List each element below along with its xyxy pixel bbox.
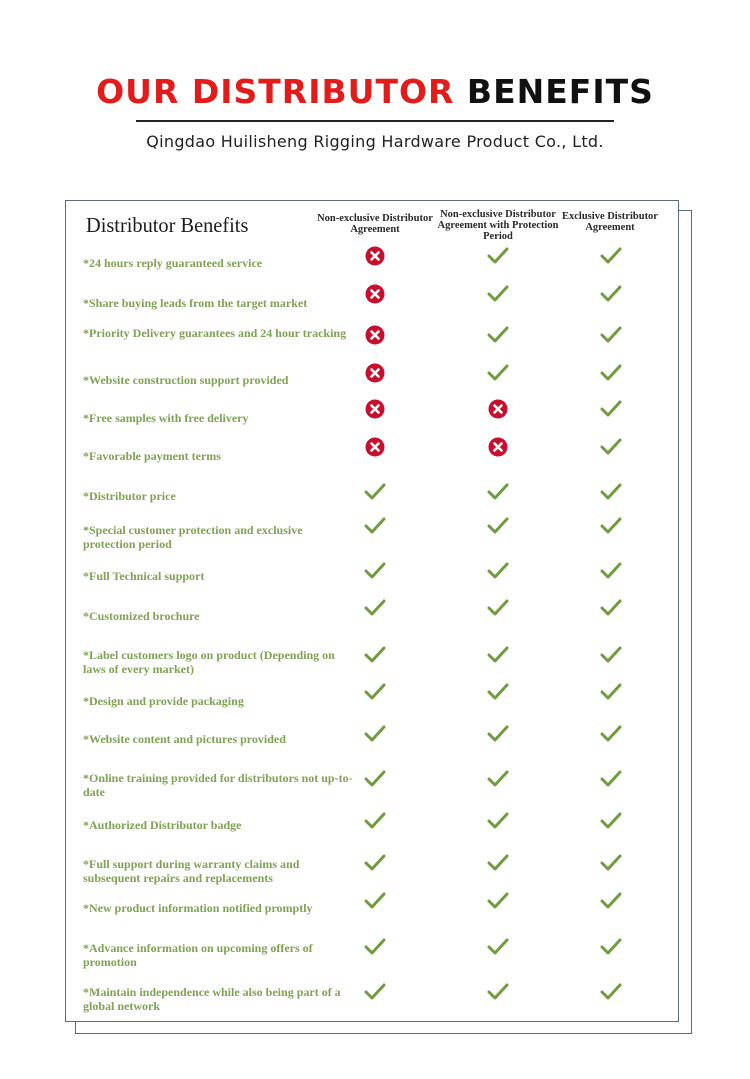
check-icon (600, 891, 622, 911)
check-icon (600, 399, 622, 419)
benefit-label: *Design and provide packaging (83, 694, 244, 708)
check-icon (364, 516, 386, 536)
check-icon (487, 363, 509, 383)
check-icon (364, 645, 386, 665)
benefit-label: *Full support during warranty claims and subsequent repairs and replacements (83, 857, 300, 885)
check-icon (600, 284, 622, 304)
check-icon (487, 482, 509, 502)
benefit-label: *Online training provided for distributors not up-to-date (83, 771, 353, 799)
cross-icon (364, 399, 386, 419)
check-icon (487, 284, 509, 304)
document-title: Distributor Benefits (86, 213, 249, 237)
check-icon (600, 811, 622, 831)
benefit-label: *Distributor price (83, 489, 176, 503)
check-icon (600, 561, 622, 581)
check-icon (600, 724, 622, 744)
cross-icon (364, 363, 386, 383)
check-icon (487, 598, 509, 618)
cross-icon (487, 399, 509, 419)
check-icon (600, 437, 622, 457)
check-icon (600, 598, 622, 618)
company-subtitle: Qingdao Huilisheng Rigging Hardware Product Co., Ltd. (146, 132, 604, 151)
check-icon (600, 645, 622, 665)
benefit-label: *Label customers logo on product (Depending on laws of every market) (83, 648, 335, 676)
check-icon (487, 246, 509, 266)
benefit-label: *Priority Delivery guarantees and 24 hour tracking (83, 326, 347, 340)
check-icon (487, 561, 509, 581)
check-icon (600, 982, 622, 1002)
check-icon (487, 811, 509, 831)
check-icon (600, 482, 622, 502)
check-icon (600, 325, 622, 345)
check-icon (364, 853, 386, 873)
check-icon (487, 937, 509, 957)
page-title (0, 72, 750, 111)
check-icon (364, 482, 386, 502)
check-icon (487, 853, 509, 873)
column-header-non-exclusive: Non-exclusive Distributor Agreement (317, 213, 433, 235)
title-underline (136, 120, 614, 122)
check-icon (600, 246, 622, 266)
cross-icon (364, 246, 386, 266)
check-icon (487, 325, 509, 345)
check-icon (364, 598, 386, 618)
benefit-label: *Full Technical support (83, 569, 205, 583)
check-icon (487, 516, 509, 536)
check-icon (487, 682, 509, 702)
benefit-label: *Website content and pictures provided (83, 732, 286, 746)
check-icon (600, 682, 622, 702)
benefit-label: *Website construction support provided (83, 373, 289, 387)
check-icon (600, 853, 622, 873)
benefit-label: *Special customer protection and exclusive protection period (83, 523, 303, 551)
column-header-exclusive: Exclusive Distributor Agreement (562, 211, 658, 233)
check-icon (487, 982, 509, 1002)
check-icon (487, 645, 509, 665)
benefit-label: *Authorized Distributor badge (83, 818, 242, 832)
check-icon (364, 769, 386, 789)
check-icon (364, 982, 386, 1002)
check-icon (364, 811, 386, 831)
check-icon (364, 561, 386, 581)
check-icon (364, 724, 386, 744)
benefit-label: *Maintain independence while also being part of a global network (83, 985, 341, 1013)
benefit-label: *Advance information on upcoming offers of promotion (83, 941, 313, 969)
cross-icon (364, 325, 386, 345)
check-icon (600, 363, 622, 383)
benefits-document (65, 200, 679, 1022)
check-icon (600, 516, 622, 536)
benefit-label: *Favorable payment terms (83, 449, 221, 463)
title-black-part: BENEFITS (466, 72, 654, 111)
check-icon (364, 937, 386, 957)
column-header-non-exclusive-protection: Non-exclusive Distributor Agreement with Protection Period (437, 209, 559, 242)
title-red-part: OUR DISTRIBUTOR (96, 72, 455, 111)
check-icon (364, 682, 386, 702)
cross-icon (364, 284, 386, 304)
benefit-label: *Free samples with free delivery (83, 411, 249, 425)
check-icon (364, 891, 386, 911)
benefit-label: *Share buying leads from the target market (83, 296, 308, 310)
benefit-label: *Customized brochure (83, 609, 200, 623)
cross-icon (364, 437, 386, 457)
benefit-label: *24 hours reply guaranteed service (83, 256, 263, 270)
benefit-label: *New product information notified promptly (83, 901, 313, 915)
cross-icon (487, 437, 509, 457)
check-icon (600, 769, 622, 789)
check-icon (487, 769, 509, 789)
check-icon (487, 724, 509, 744)
check-icon (487, 891, 509, 911)
check-icon (600, 937, 622, 957)
